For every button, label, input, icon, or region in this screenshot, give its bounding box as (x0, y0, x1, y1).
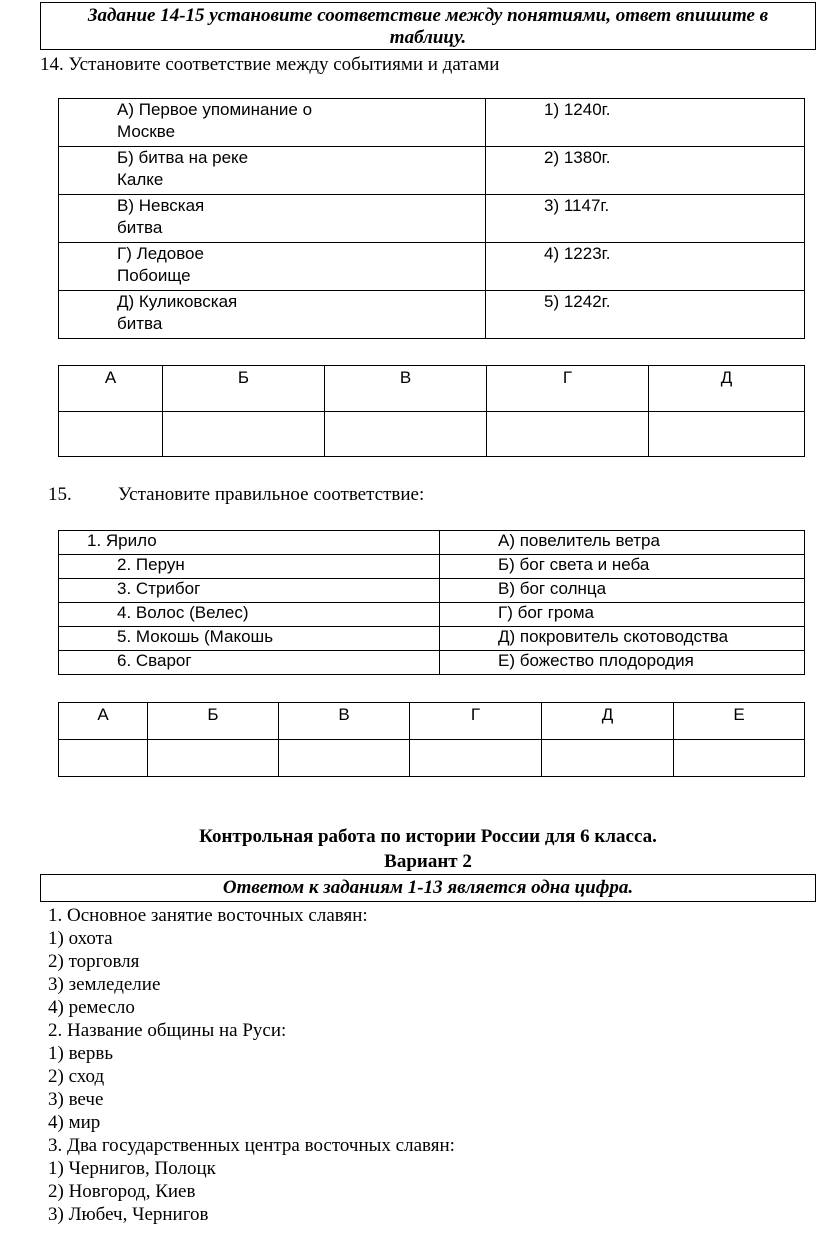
option-line: 2) торговля (48, 951, 140, 972)
q14-event-line: Б) битва на реке (117, 148, 249, 167)
question-line: 3. Два государственных центра восточных славян: (48, 1135, 455, 1156)
q14-date-cell: 3) 1147г. (486, 195, 805, 243)
q14-answer-cell[interactable] (163, 412, 325, 457)
table-row (59, 740, 805, 777)
q14-date-cell: 4) 1223г. (486, 243, 805, 291)
q14-event-cell (59, 147, 486, 195)
q15-answer-cell[interactable] (279, 740, 410, 777)
q14-event-line: А) Первое упоминание о (117, 100, 313, 119)
q14-date-cell: 2) 1380г. (486, 147, 805, 195)
q14-answer-cell[interactable] (487, 412, 649, 457)
q14-event-line: В) Невская (117, 196, 205, 215)
question-line: 1. Основное занятие восточных славян: (48, 905, 368, 926)
table-row (59, 412, 805, 457)
q14-event-line: Побоище (117, 266, 191, 285)
q14-matching-table (58, 98, 805, 339)
table-row (59, 243, 805, 291)
table-row (59, 99, 805, 147)
instruction-box (40, 874, 816, 902)
q14-answer-table (58, 365, 805, 457)
q15-description-cell: Е) божество плодородия (440, 651, 805, 675)
q15-deity-cell: 3. Стрибог (59, 579, 440, 603)
variant-label: Вариант 2 (384, 851, 472, 872)
q14-date-cell: 5) 1242г. (486, 291, 805, 339)
option-line: 2) Новгород, Киев (48, 1181, 196, 1202)
q15-deity-cell: 2. Перун (59, 555, 440, 579)
option-line: 1) охота (48, 928, 113, 949)
question-line: 2. Название общины на Руси: (48, 1020, 287, 1041)
q15-deity-cell: 6. Сварог (59, 651, 440, 675)
table-row (59, 603, 805, 627)
table-row (59, 291, 805, 339)
q14-event-cell (59, 99, 486, 147)
q15-answer-header: Е (674, 703, 805, 740)
q14-event-line: Д) Куликовская (117, 292, 238, 311)
q15-answer-header: В (279, 703, 410, 740)
q14-event-cell (59, 243, 486, 291)
test-title: Контрольная работа по истории России для 6 класса. (199, 826, 657, 847)
option-line: 4) мир (48, 1112, 101, 1133)
option-line: 1) Чернигов, Полоцк (48, 1158, 216, 1179)
q15-description-cell: А) повелитель ветра (440, 531, 805, 555)
q15-number: 15. (48, 484, 72, 505)
task-header-line1: Задание 14-15 установите соответствие между понятиями, ответ впишите в (87, 5, 769, 26)
q14-answer-header: Д (649, 366, 805, 412)
option-line: 4) ремесло (48, 997, 135, 1018)
q15-deity-cell: 5. Мокошь (Макошь (59, 627, 440, 651)
q14-event-cell (59, 291, 486, 339)
q14-date-cell: 1) 1240г. (486, 99, 805, 147)
q14-title: 14. Установите соответствие между событиями и датами (40, 54, 500, 75)
q15-answer-cell[interactable] (59, 740, 148, 777)
q15-answer-header: Б (148, 703, 279, 740)
table-row (59, 651, 805, 675)
q14-event-line: Калке (117, 170, 164, 189)
q15-answer-header: Г (410, 703, 542, 740)
q15-answer-cell[interactable] (410, 740, 542, 777)
table-row (59, 579, 805, 603)
table-row (59, 703, 805, 740)
q14-event-line: Г) Ледовое (117, 244, 204, 263)
q14-event-line: битва (117, 218, 163, 237)
q15-answer-table (58, 702, 805, 777)
q14-event-line: Москве (117, 122, 176, 141)
q14-answer-cell[interactable] (325, 412, 487, 457)
q15-description-cell: В) бог солнца (440, 579, 805, 603)
q14-answer-header: А (59, 366, 163, 412)
q15-description-cell: Г) бог грома (440, 603, 805, 627)
q15-description-cell: Б) бог света и неба (440, 555, 805, 579)
q14-event-line: битва (117, 314, 163, 333)
q14-answer-header: Г (487, 366, 649, 412)
instruction-text: Ответом к заданиям 1-13 является одна цифра. (222, 877, 634, 898)
q15-answer-header: А (59, 703, 148, 740)
q14-answer-cell[interactable] (59, 412, 163, 457)
table-row (59, 531, 805, 555)
option-line: 3) земледелие (48, 974, 161, 995)
option-line: 1) вервь (48, 1043, 114, 1064)
q15-description-cell: Д) покровитель скотоводства (440, 627, 805, 651)
table-row (59, 555, 805, 579)
q15-answer-cell[interactable] (674, 740, 805, 777)
table-row (59, 627, 805, 651)
q15-matching-table (58, 530, 805, 675)
q15-title: Установите правильное соответствие: (118, 484, 425, 505)
table-row (59, 147, 805, 195)
q14-answer-header: В (325, 366, 487, 412)
task-header-line2: таблицу. (389, 27, 467, 48)
option-line: 3) вече (48, 1089, 104, 1110)
task-header-box (40, 2, 816, 50)
q14-answer-cell[interactable] (649, 412, 805, 457)
q15-deity-cell: 4. Волос (Велес) (59, 603, 440, 627)
q14-event-cell (59, 195, 486, 243)
q15-deity-cell: 1. Ярило (59, 531, 440, 555)
option-line: 2) сход (48, 1066, 105, 1087)
option-line: 3) Любеч, Чернигов (48, 1204, 209, 1225)
q15-answer-cell[interactable] (148, 740, 279, 777)
q15-answer-header: Д (542, 703, 674, 740)
table-row (59, 195, 805, 243)
table-row (59, 366, 805, 412)
q14-answer-header: Б (163, 366, 325, 412)
q15-answer-cell[interactable] (542, 740, 674, 777)
